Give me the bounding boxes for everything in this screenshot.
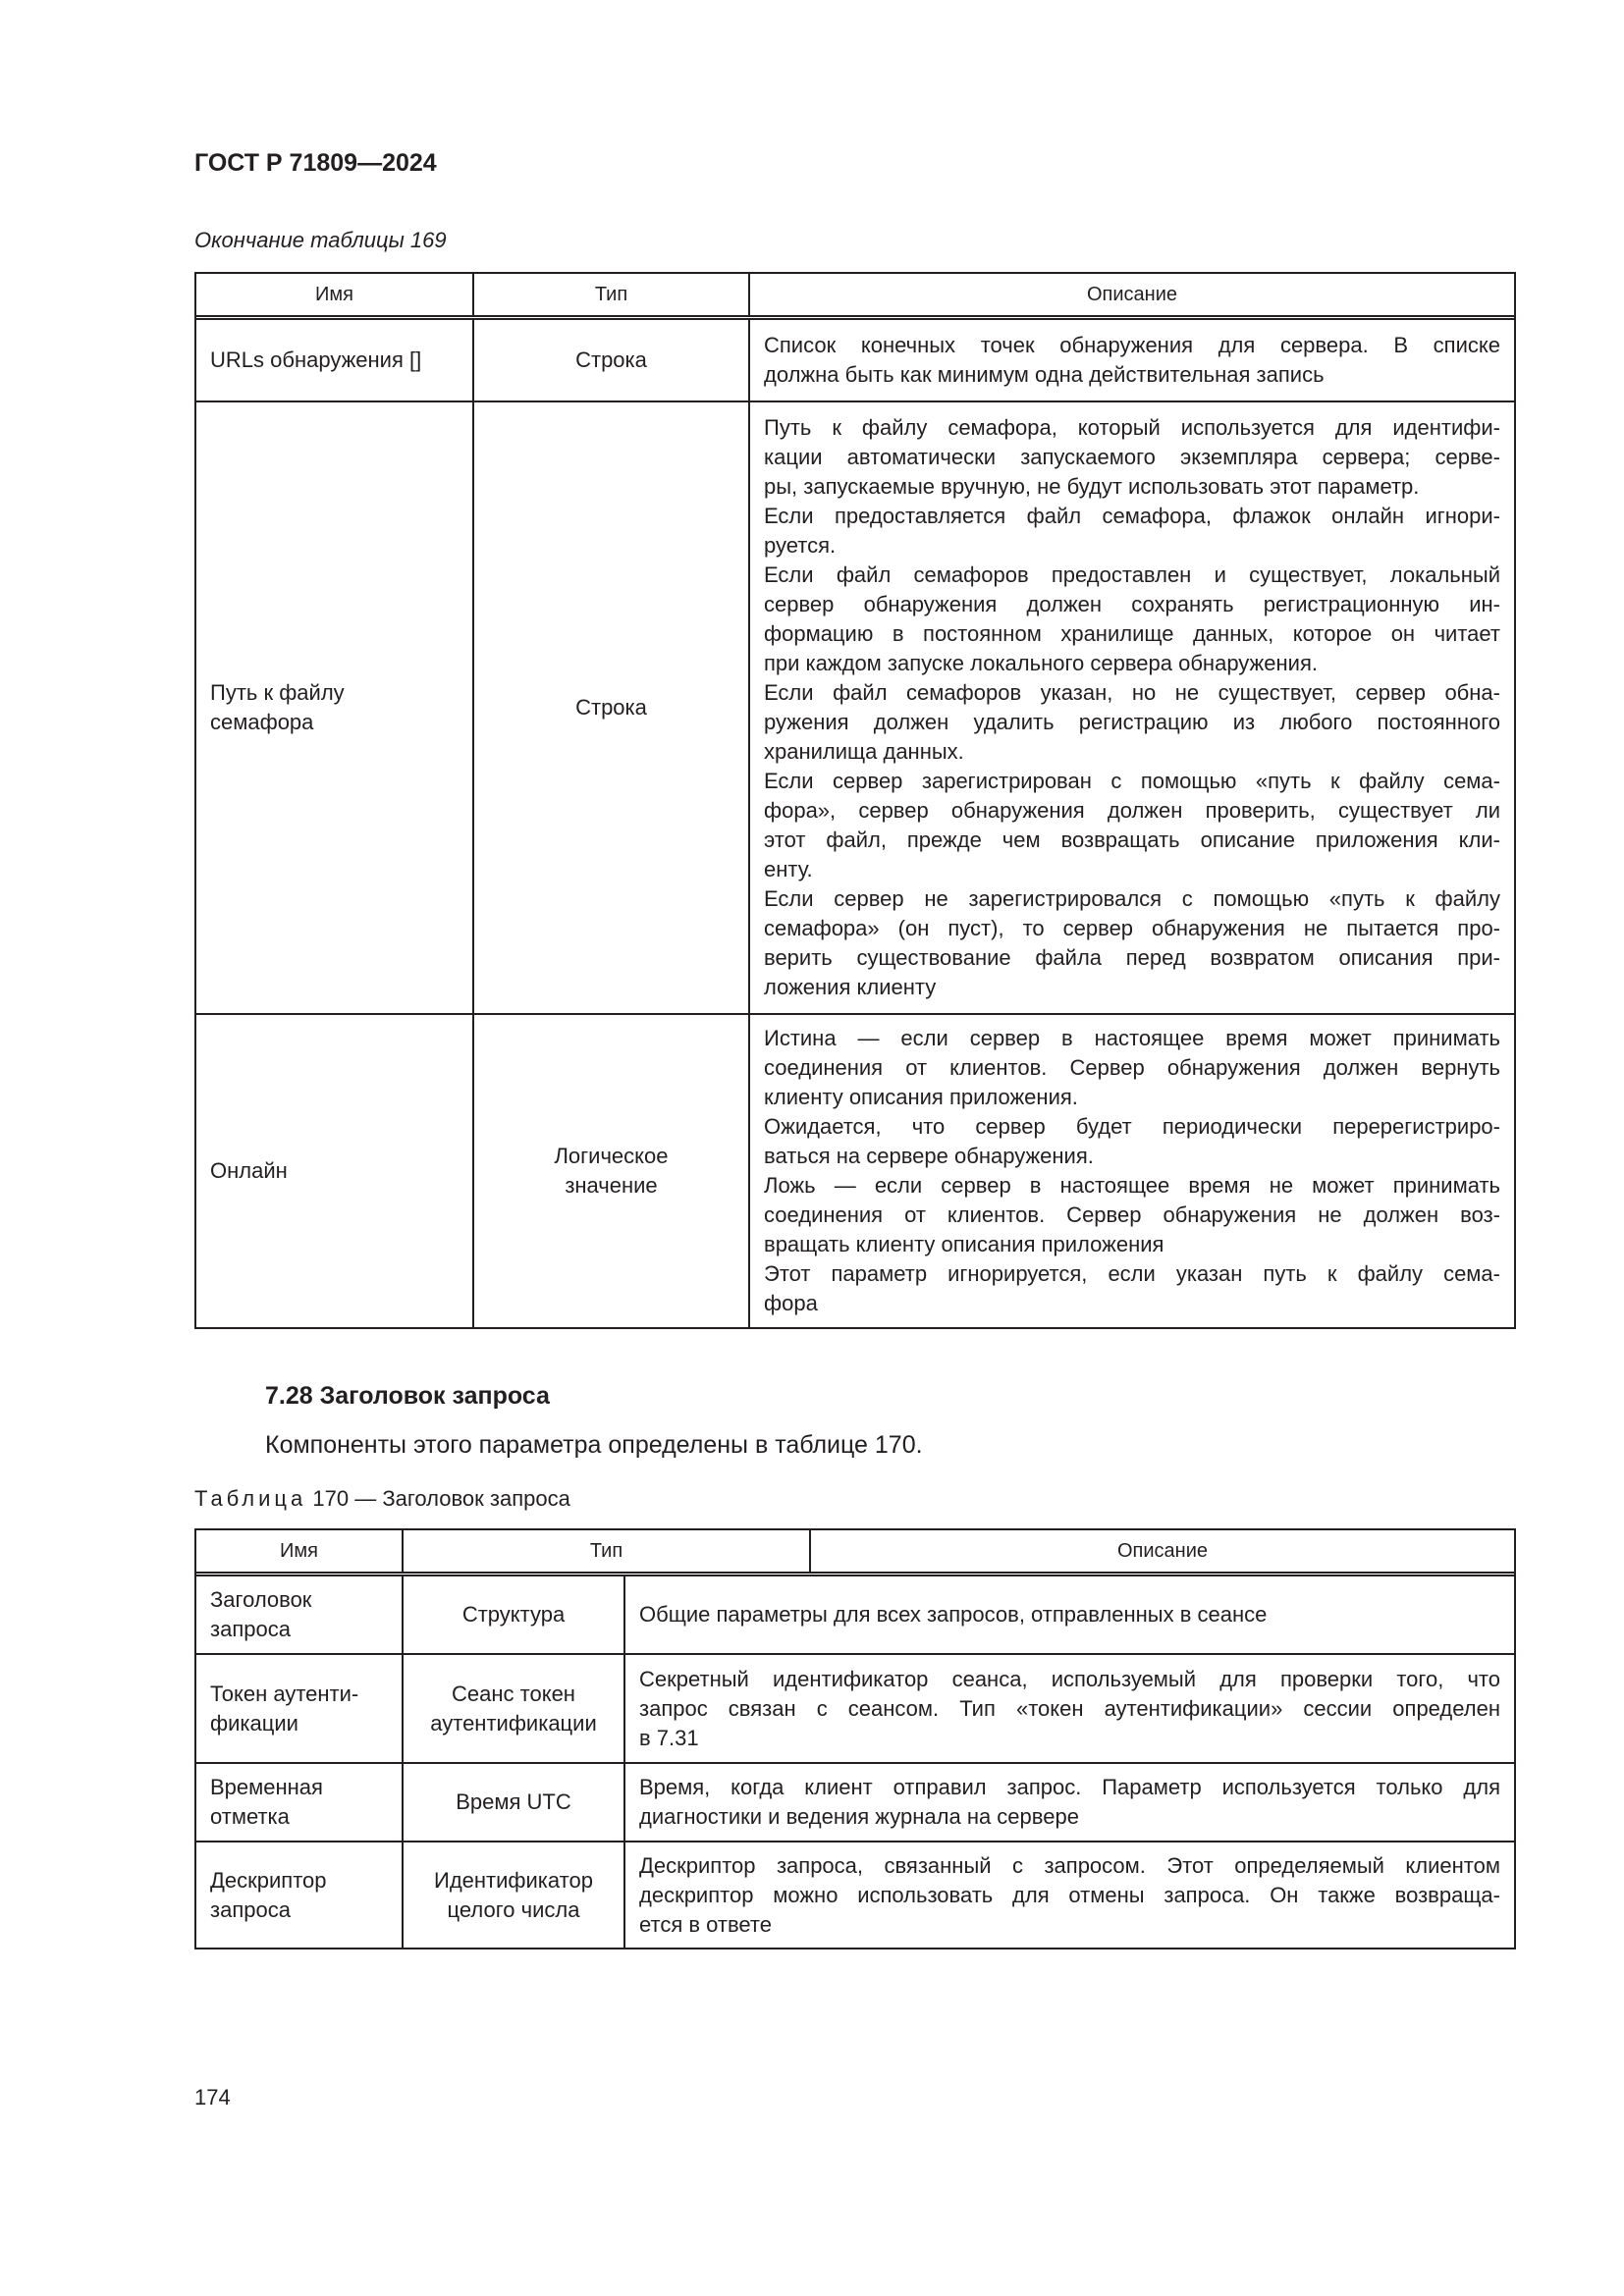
column-header-name: Имя bbox=[280, 1540, 318, 1562]
column-header-description: Описание bbox=[748, 274, 1514, 315]
section-paragraph: Компоненты этого параметра определены в таблице 170. bbox=[265, 1431, 923, 1459]
description-line: формацию в постоянном хранилище данных, которое он читает bbox=[764, 621, 1500, 646]
description-line: хранилища данных. bbox=[764, 739, 964, 764]
description-line: соединения от клиентов. Сервер обнаружения должен вернуть bbox=[764, 1055, 1500, 1080]
description-line: сервер обнаружения должен сохранять регистрационную ин- bbox=[764, 592, 1500, 616]
description-line: енту. bbox=[764, 857, 813, 881]
cell-name: Путь к файлу семафора bbox=[210, 680, 345, 734]
description-line: Если файл семафоров указан, но не существует, сервер обна- bbox=[764, 680, 1500, 705]
table-continuation-caption: Окончание таблицы 169 bbox=[194, 228, 447, 252]
caption-label: Таблица bbox=[194, 1486, 307, 1511]
page-number: 174 bbox=[194, 2085, 231, 2109]
document-header: ГОСТ Р 71809—2024 bbox=[194, 149, 437, 177]
table-row bbox=[196, 1576, 1514, 1655]
description-line: должна быть как минимум одна действительная запись bbox=[764, 362, 1325, 387]
description-line: этот файл, прежде чем возвращать описание приложения кли- bbox=[764, 828, 1500, 852]
description-line: соединения от клиентов. Сервер обнаружения не должен воз- bbox=[764, 1202, 1500, 1227]
cell-name: URLs обнаружения [] bbox=[210, 347, 422, 372]
description-line: фора bbox=[764, 1291, 818, 1315]
description-line: ется в ответе bbox=[639, 1911, 772, 1937]
description-line: Список конечных точек обнаружения для сервера. В списке bbox=[764, 333, 1500, 357]
description-line: Общие параметры для всех запросов, отправленных в сеансе bbox=[639, 1602, 1268, 1627]
table-header-row bbox=[196, 274, 1514, 320]
table-row bbox=[196, 402, 1514, 1015]
cell-type: Структура bbox=[402, 1576, 623, 1653]
cell-name: Дескриптор запроса bbox=[210, 1867, 327, 1922]
description-line: ваться на сервере обнаружения. bbox=[764, 1144, 1094, 1168]
description-line: клиенту описания приложения. bbox=[764, 1085, 1078, 1109]
description-line: Если сервер не зарегистрировался с помощью «путь к файлу bbox=[764, 886, 1500, 911]
cell-name: Заголовок запроса bbox=[210, 1587, 312, 1641]
cell-type: Логическое значение bbox=[472, 1015, 748, 1327]
column-header-description: Описание bbox=[809, 1530, 1514, 1572]
column-header-type: Тип bbox=[402, 1530, 809, 1572]
cell-description bbox=[623, 1764, 1514, 1841]
table-170-caption bbox=[194, 1486, 570, 1512]
description-line: ружения должен удалить регистрацию из любого постоянного bbox=[764, 710, 1500, 734]
table-row bbox=[196, 320, 1514, 402]
description-line: Ожидается, что сервер будет периодически перерегистриро- bbox=[764, 1114, 1500, 1139]
description-line: дескриптор можно использовать для отмены запроса. Он также возвраща- bbox=[639, 1882, 1500, 1907]
cell-description bbox=[623, 1576, 1514, 1653]
cell-description bbox=[748, 1015, 1514, 1327]
cell-description bbox=[748, 320, 1514, 400]
table-169 bbox=[194, 272, 1516, 1329]
description-line: верить существование файла перед возвратом описания при- bbox=[764, 945, 1500, 970]
cell-description bbox=[748, 402, 1514, 1013]
table-row bbox=[196, 1655, 1514, 1764]
section-heading: 7.28 Заголовок запроса bbox=[265, 1382, 550, 1410]
table-row bbox=[196, 1842, 1514, 1948]
description-line: Секретный идентификатор сеанса, используемый для проверки того, что bbox=[639, 1666, 1500, 1691]
cell-name: Онлайн bbox=[210, 1158, 288, 1183]
description-line: ложения клиенту bbox=[764, 975, 937, 999]
column-header-name: Имя bbox=[315, 284, 353, 305]
table-row bbox=[196, 1015, 1514, 1327]
cell-description bbox=[623, 1655, 1514, 1762]
description-line: Время, когда клиент отправил запрос. Параметр используется только для bbox=[639, 1775, 1500, 1799]
cell-name: Токен аутенти- фикации bbox=[210, 1681, 359, 1735]
description-line: диагностики и ведения журнала на сервере bbox=[639, 1804, 1079, 1829]
cell-type: Сеанс токен аутентификации bbox=[402, 1655, 623, 1762]
description-line: Путь к файлу семафора, который используется для идентифи- bbox=[764, 415, 1500, 440]
cell-type: Строка bbox=[472, 402, 748, 1013]
cell-description bbox=[623, 1842, 1514, 1948]
description-line: запрос связан с сеансом. Тип «токен аутентификации» сессии определен bbox=[639, 1695, 1500, 1721]
description-line: Если предоставляется файл семафора, флажок онлайн игнори- bbox=[764, 504, 1500, 528]
cell-type: Идентификатор целого числа bbox=[402, 1842, 623, 1948]
cell-name: Временная отметка bbox=[210, 1775, 323, 1829]
cell-type: Строка bbox=[472, 320, 748, 400]
description-line: вращать клиенту описания приложения bbox=[764, 1232, 1164, 1256]
table-170 bbox=[194, 1528, 1516, 1949]
column-header-type: Тип bbox=[472, 274, 748, 315]
table-header-row bbox=[196, 1530, 1514, 1576]
description-line: Если сервер зарегистрирован с помощью «путь к файлу сема- bbox=[764, 769, 1500, 793]
description-line: Истина — если сервер в настоящее время может принимать bbox=[764, 1026, 1500, 1050]
description-line: в 7.31 bbox=[639, 1725, 699, 1750]
description-line: Ложь — если сервер в настоящее время не может принимать bbox=[764, 1173, 1500, 1198]
description-line: при каждом запуске локального сервера обнаружения. bbox=[764, 651, 1318, 675]
table-row bbox=[196, 1764, 1514, 1842]
description-line: фора», сервер обнаружения должен проверить, существует ли bbox=[764, 798, 1500, 823]
description-line: Дескриптор запроса, связанный с запросом. Этот определяемый клиентом bbox=[639, 1852, 1500, 1878]
description-line: Если файл семафоров предоставлен и существует, локальный bbox=[764, 562, 1500, 587]
description-line: руется. bbox=[764, 533, 837, 558]
cell-type: Время UTC bbox=[402, 1764, 623, 1841]
caption-title: 170 — Заголовок запроса bbox=[312, 1486, 570, 1511]
description-line: кации автоматически запускаемого экземпляра сервера; серве- bbox=[764, 445, 1500, 469]
description-line: Этот параметр игнорируется, если указан путь к файлу сема- bbox=[764, 1261, 1500, 1286]
description-line: ры, запускаемые вручную, не будут использовать этот параметр. bbox=[764, 474, 1420, 499]
description-line: семафора» (он пуст), то сервер обнаружения не пытается про- bbox=[764, 916, 1500, 940]
